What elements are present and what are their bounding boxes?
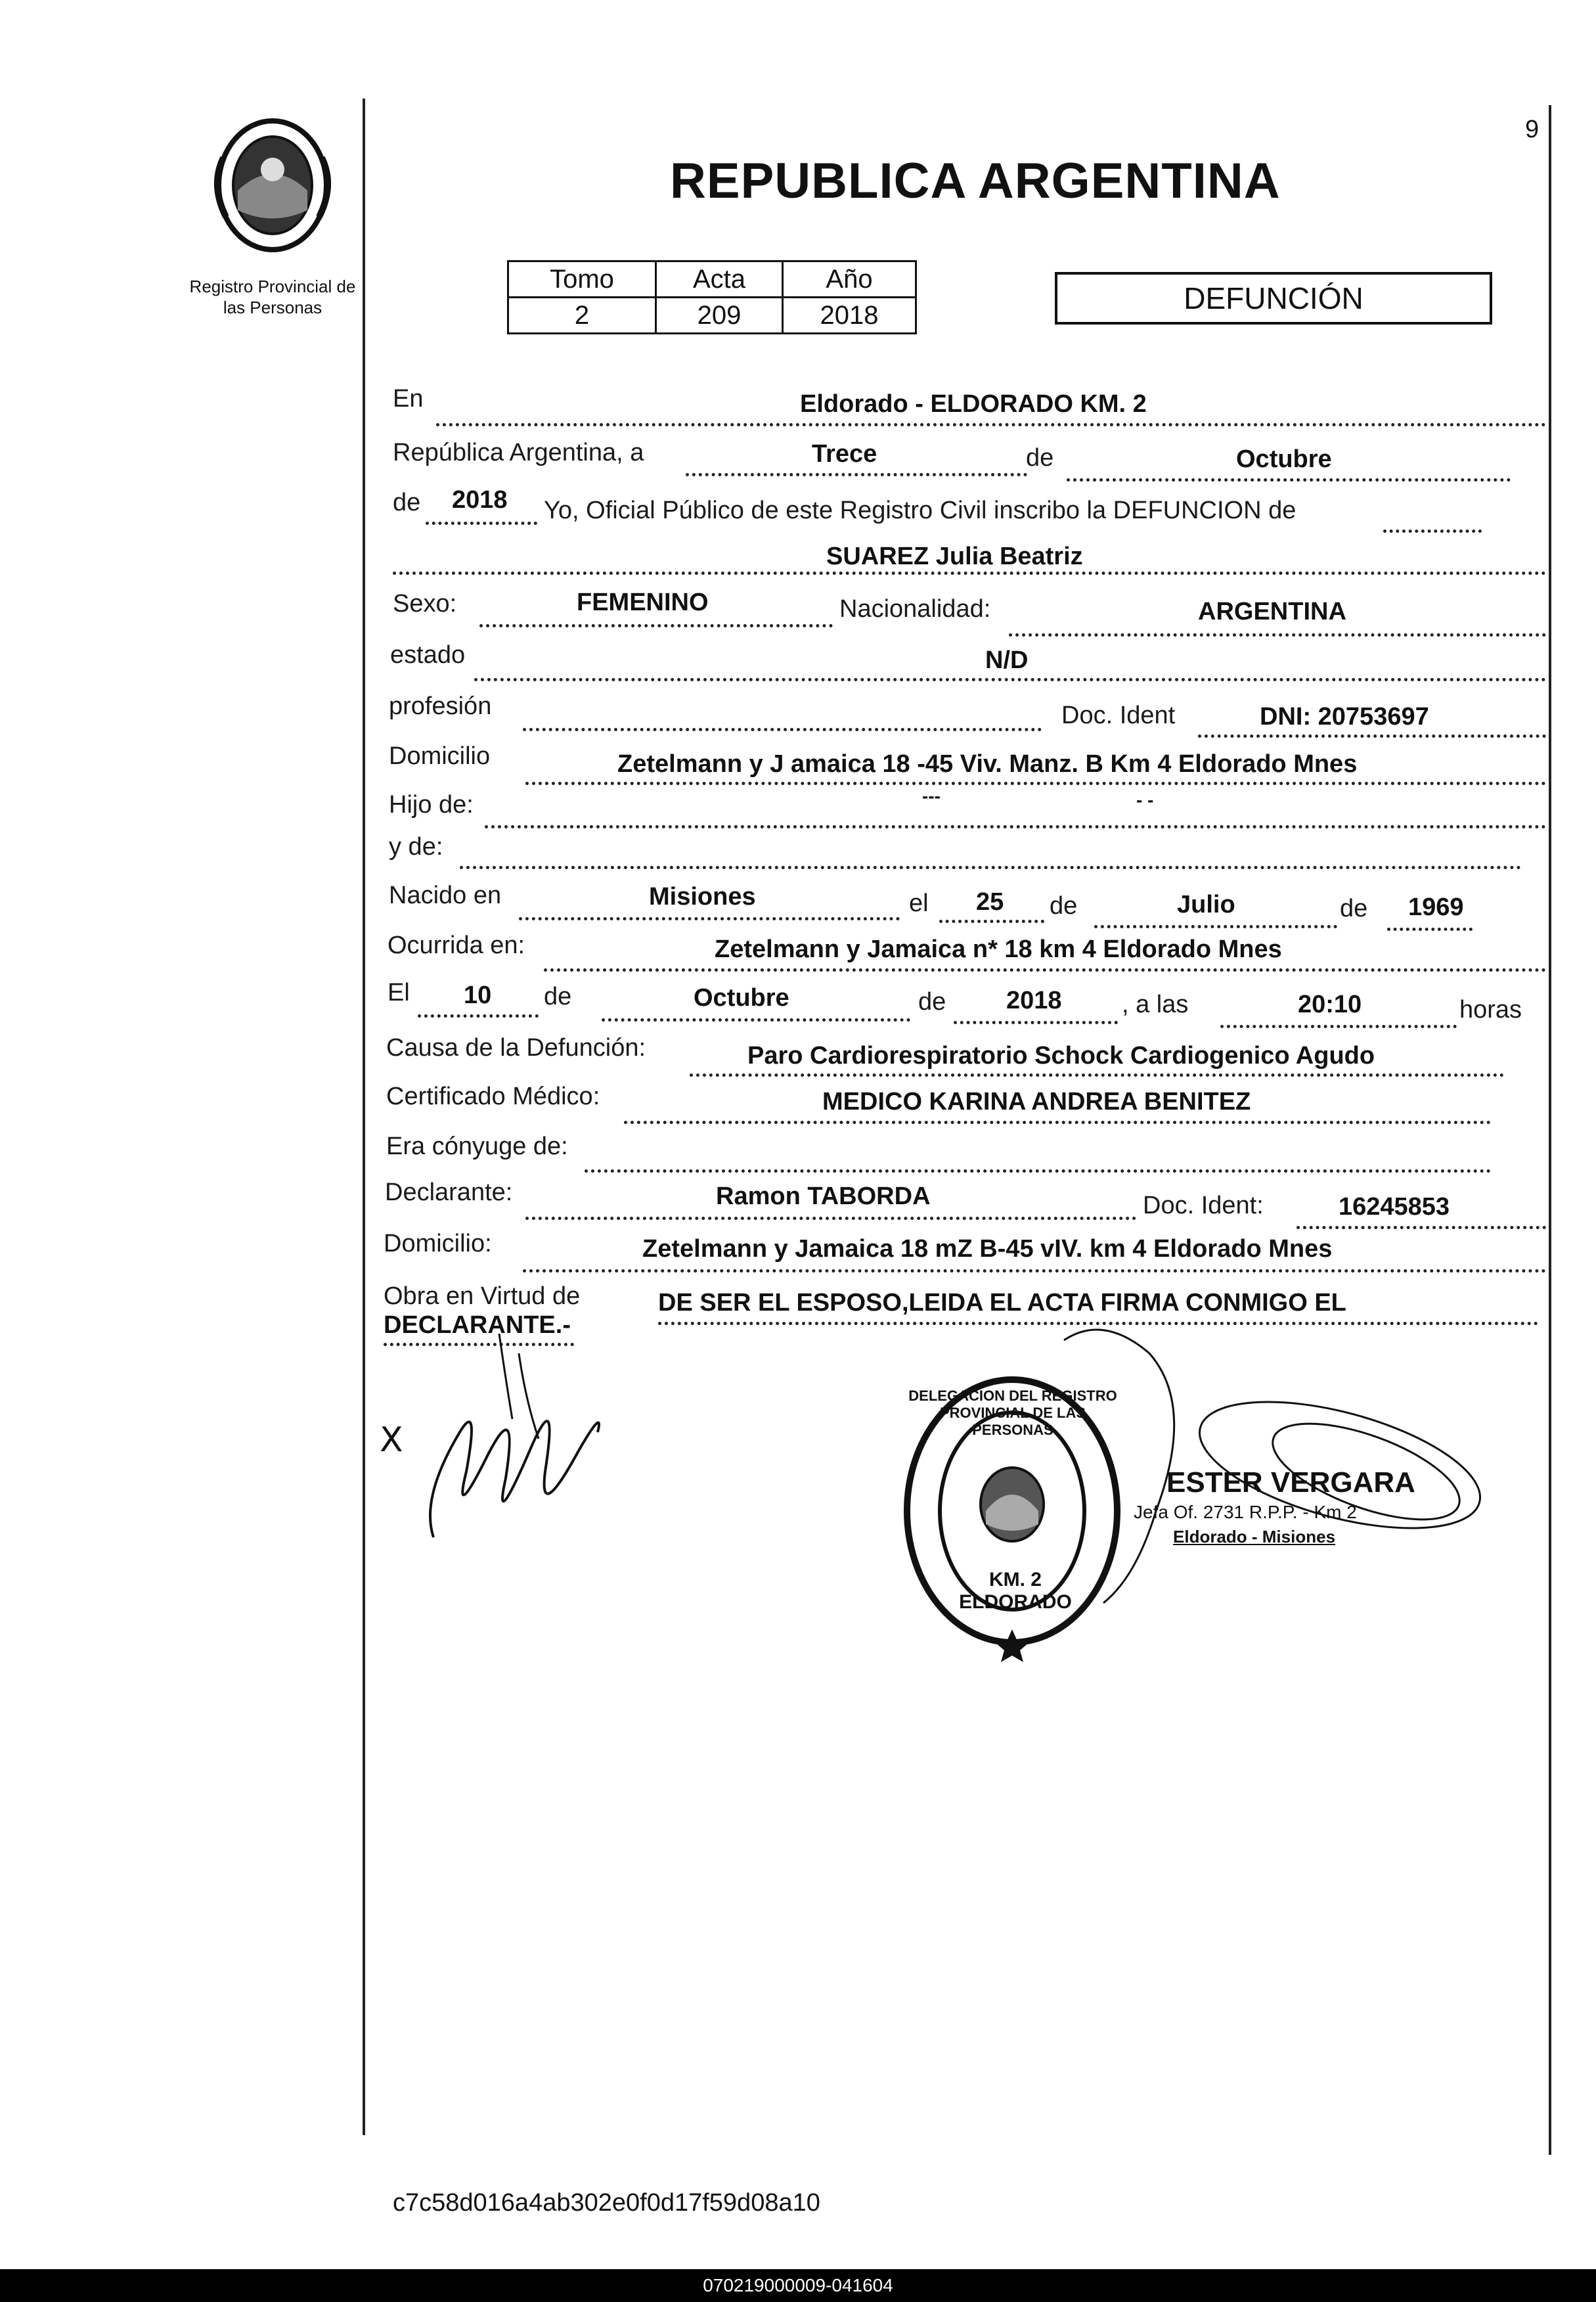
de2-label: de xyxy=(393,489,421,516)
page-title: REPUBLICA ARGENTINA xyxy=(670,153,1281,209)
en-label: En xyxy=(393,385,424,413)
provincial-seal xyxy=(197,112,348,256)
hijo-value: --- xyxy=(922,786,941,806)
obra-label: Obra en Virtud de xyxy=(384,1282,581,1310)
ocurrida-label: Ocurrida en: xyxy=(388,932,525,959)
page-number: 9 xyxy=(1525,116,1540,143)
yde-label: y de: xyxy=(389,833,443,861)
record-table xyxy=(507,260,917,334)
month-line xyxy=(1067,478,1511,482)
stamp-ring-text: DELEGACION DEL REGISTRO PROVINCIAL DE LAS PERSONAS xyxy=(908,1388,1117,1438)
certificado-line xyxy=(624,1121,1491,1124)
footer-bar xyxy=(0,2269,1596,2302)
acta-value: 209 xyxy=(656,298,783,334)
death-month-line xyxy=(602,1018,910,1022)
certificado-value: MEDICO KARINA ANDREA BENITEZ xyxy=(822,1088,1251,1116)
hijo-label: Hijo de: xyxy=(389,791,474,819)
year-line xyxy=(426,522,537,525)
el2-label: El xyxy=(388,979,410,1006)
acta-header: Acta xyxy=(656,261,783,298)
birth-month: Julio xyxy=(1177,891,1235,918)
domicilio2-value: Zetelmann y Jamaica 18 mZ B-45 vIV. km 4 Eldorado Mnes xyxy=(642,1235,1333,1263)
day-line xyxy=(686,473,1027,476)
nacionalidad-line xyxy=(1009,633,1546,637)
de4-label: de xyxy=(1340,895,1368,922)
alas-label: , a las xyxy=(1122,991,1189,1018)
hijo-value2: - - xyxy=(1136,790,1154,810)
death-day: 10 xyxy=(464,982,492,1009)
hijo-line xyxy=(485,825,1546,828)
ocurrida-value: Zetelmann y Jamaica n* 18 km 4 Eldorado Mnes xyxy=(715,936,1282,963)
left-border-line xyxy=(363,99,365,2135)
domicilio2-line xyxy=(523,1269,1546,1273)
record-type-box xyxy=(1055,272,1492,325)
conyuge-label: Era cónyuge de: xyxy=(386,1133,568,1160)
nacido-label: Nacido en xyxy=(389,882,502,909)
seal-caption-line1: Registro Provincial de xyxy=(189,277,356,296)
tomo-header: Tomo xyxy=(508,261,656,298)
causa-label: Causa de la Defunción: xyxy=(386,1034,646,1062)
officer-title: Jefa Of. 2731 R.P.P. - Km 2 xyxy=(1134,1502,1357,1522)
birth-year-line xyxy=(1387,928,1473,931)
obra-value2: DECLARANTE.- xyxy=(384,1311,571,1339)
ocurrida-line xyxy=(544,968,1546,972)
de-label: de xyxy=(1026,444,1054,472)
doc2-label: Doc. Ident: xyxy=(1143,1192,1264,1219)
obra-value: DE SER EL ESPOSO,LEIDA EL ACTA FIRMA CONMIGO EL xyxy=(658,1289,1346,1317)
death-year-line xyxy=(954,1021,1118,1024)
estado-value: N/D xyxy=(985,646,1029,674)
causa-value: Paro Cardiorespiratorio Schock Cardiogenico Agudo xyxy=(747,1042,1375,1070)
record-type: DEFUNCIÓN xyxy=(1184,281,1363,315)
footer-id: 070219000009-041604 xyxy=(703,2275,893,2295)
estado-line xyxy=(474,678,1546,681)
officer-place: Eldorado - Misiones xyxy=(1173,1527,1336,1546)
stamp-center-text: KM. 2 ELDORADO xyxy=(959,1569,1072,1613)
doc-label: Doc. Ident xyxy=(1061,702,1176,729)
sexo-value: FEMENINO xyxy=(577,589,709,616)
de5-label: de xyxy=(544,983,572,1010)
day-value: Trece xyxy=(812,440,877,468)
death-time: 20:10 xyxy=(1298,991,1362,1018)
profesion-line xyxy=(523,728,1042,731)
domicilio2-label: Domicilio: xyxy=(384,1230,492,1257)
death-day-line xyxy=(418,1014,539,1018)
causa-line xyxy=(690,1073,1504,1077)
birth-month-line xyxy=(1094,925,1337,928)
estado-label: estado xyxy=(390,641,466,669)
republica-label: República Argentina, a xyxy=(393,439,644,466)
el-label: el xyxy=(909,890,929,917)
birth-year: 1969 xyxy=(1408,893,1464,921)
sexo-line xyxy=(479,624,833,627)
domicilio-label: Domicilio xyxy=(389,742,491,770)
nacionalidad-label: Nacionalidad: xyxy=(839,595,991,623)
tomo-value: 2 xyxy=(508,298,656,334)
death-month: Octubre xyxy=(694,984,789,1012)
officer-name: ESTER VERGARA xyxy=(1166,1466,1415,1499)
declarante-line xyxy=(525,1217,1136,1220)
signature-mark: X xyxy=(380,1420,403,1460)
nacionalidad-value: ARGENTINA xyxy=(1198,598,1346,625)
officer-signature xyxy=(1025,1314,1511,1616)
de3-label: de xyxy=(1050,892,1078,920)
record-table-header-row xyxy=(508,261,916,298)
declarant-signature xyxy=(407,1327,631,1564)
record-table-value-row xyxy=(508,298,916,334)
certificado-label: Certificado Médico: xyxy=(386,1083,600,1110)
profesion-label: profesión xyxy=(389,692,492,720)
domicilio-value: Zetelmann y J amaica 18 -45 Viv. Manz. B Km 4 Eldorado Mnes xyxy=(617,750,1358,778)
doc-line xyxy=(1198,734,1546,738)
conyuge-line xyxy=(585,1169,1491,1173)
horas-label: horas xyxy=(1459,996,1522,1024)
nacido-value: Misiones xyxy=(649,883,756,911)
right-border-line xyxy=(1549,105,1551,2155)
en-line xyxy=(436,423,1546,426)
yo-text: Yo, Oficial Público de este Registro Civil inscribo la DEFUNCION de xyxy=(544,497,1297,524)
year-value: 2018 xyxy=(452,486,508,514)
doc2-value: 16245853 xyxy=(1339,1193,1450,1221)
doc-value: DNI: 20753697 xyxy=(1260,703,1429,731)
death-time-line xyxy=(1220,1025,1457,1028)
seal-caption-line2: las Personas xyxy=(223,298,322,317)
death-year: 2018 xyxy=(1006,987,1062,1014)
ano-header: Año xyxy=(783,261,916,298)
deceased-name: SUAREZ Julia Beatriz xyxy=(826,543,1083,570)
name-line xyxy=(393,572,1546,575)
yde-line xyxy=(460,866,1521,869)
seal-caption xyxy=(164,276,381,318)
ano-value: 2018 xyxy=(783,298,916,334)
en-value: Eldorado - ELDORADO KM. 2 xyxy=(800,390,1147,418)
birth-day: 25 xyxy=(976,888,1004,916)
domicilio-line xyxy=(525,782,1546,785)
birth-day-line xyxy=(939,920,1044,923)
doc2-line xyxy=(1297,1226,1546,1229)
hash-text: c7c58d016a4ab302e0f0d17f59d08a10 xyxy=(393,2189,820,2217)
yo-line xyxy=(1383,530,1482,533)
de6-label: de xyxy=(918,988,946,1016)
sexo-label: Sexo: xyxy=(393,590,457,618)
month-value: Octubre xyxy=(1236,445,1332,473)
declarante-value: Ramon TABORDA xyxy=(716,1183,931,1210)
nacido-line xyxy=(519,917,900,920)
declarante-label: Declarante: xyxy=(385,1179,513,1206)
provincial-seal-icon xyxy=(197,112,348,256)
